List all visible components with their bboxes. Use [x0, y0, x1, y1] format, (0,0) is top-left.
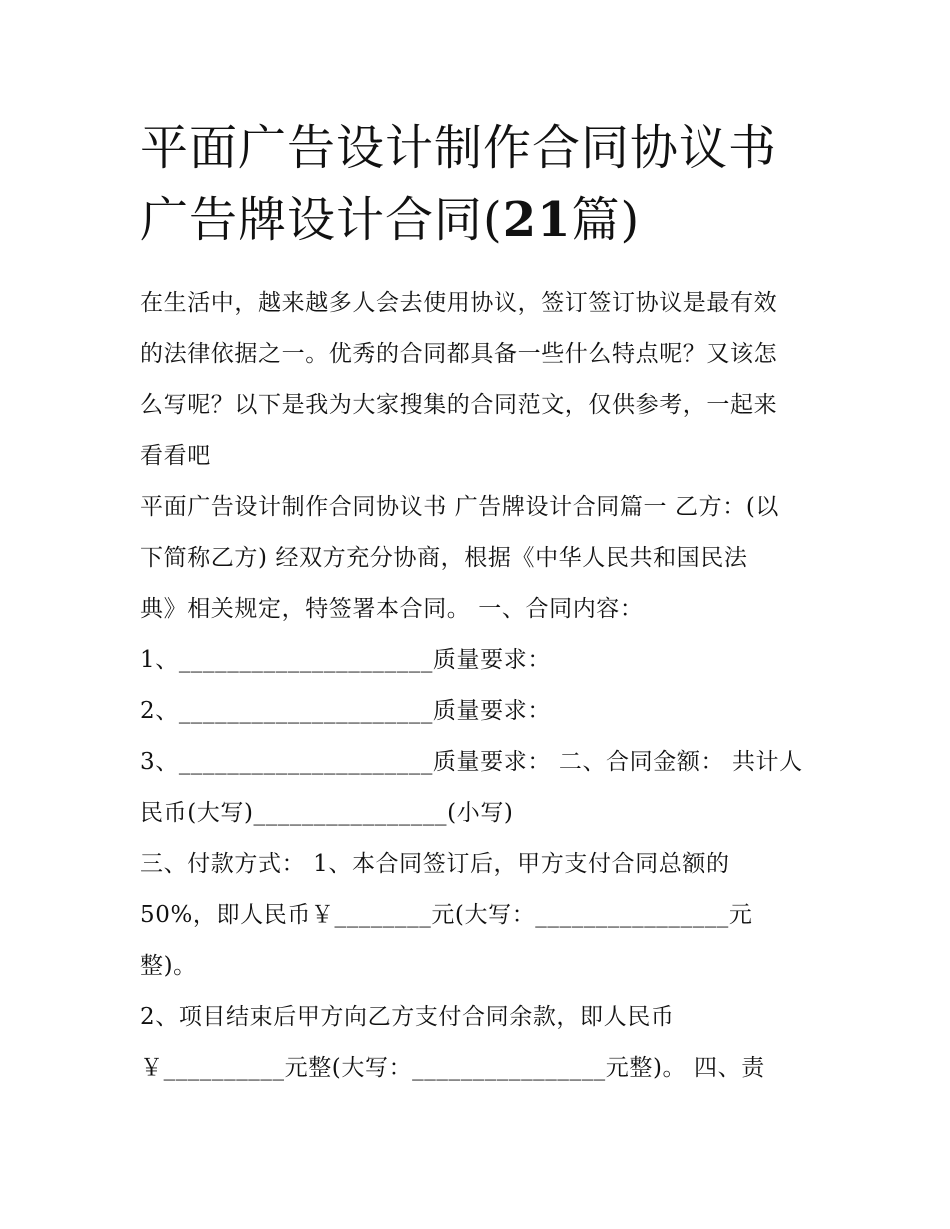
- payment-paragraph: 三、付款方式： 1、本合同签订后，甲方支付合同总额的 50%，即人民币￥________元(大写：________________元 整)。: [140, 851, 753, 979]
- document-body: [140, 278, 815, 1094]
- item-3: 3、_____________________质量要求： 二、合同金额： 共计人 民币(大写)________________(小写): [140, 749, 803, 826]
- payment-paragraph-2: 2、项目结束后甲方向乙方支付合同余款，即人民币 ￥__________元整(大写：________________元整)。 四、责: [140, 1004, 765, 1081]
- document-page: [140, 112, 815, 1094]
- item-1: 1、_____________________质量要求：: [140, 647, 551, 673]
- item-2: 2、_____________________质量要求：: [140, 698, 551, 724]
- intro-paragraph: 在生活中，越来越多人会去使用协议，签订签订协议是最有效 的法律依据之一。优秀的合同都具备一些什么特点呢？又该怎 么写呢？以下是我为大家搜集的合同范文，仅供参考，一起来 看看吧: [140, 290, 778, 469]
- document-title: [140, 112, 815, 256]
- section1-paragraph: 平面广告设计制作合同协议书 广告牌设计合同篇一 乙方：(以 下简称乙方) 经双方充分协商，根据《中华人民共和国民法 典》相关规定，特签署本合同。 一、合同内容：: [140, 494, 779, 622]
- title-line-1: 平面广告设计制作合同协议书: [140, 120, 778, 176]
- title-line-2: 广告牌设计合同(21篇): [140, 192, 641, 248]
